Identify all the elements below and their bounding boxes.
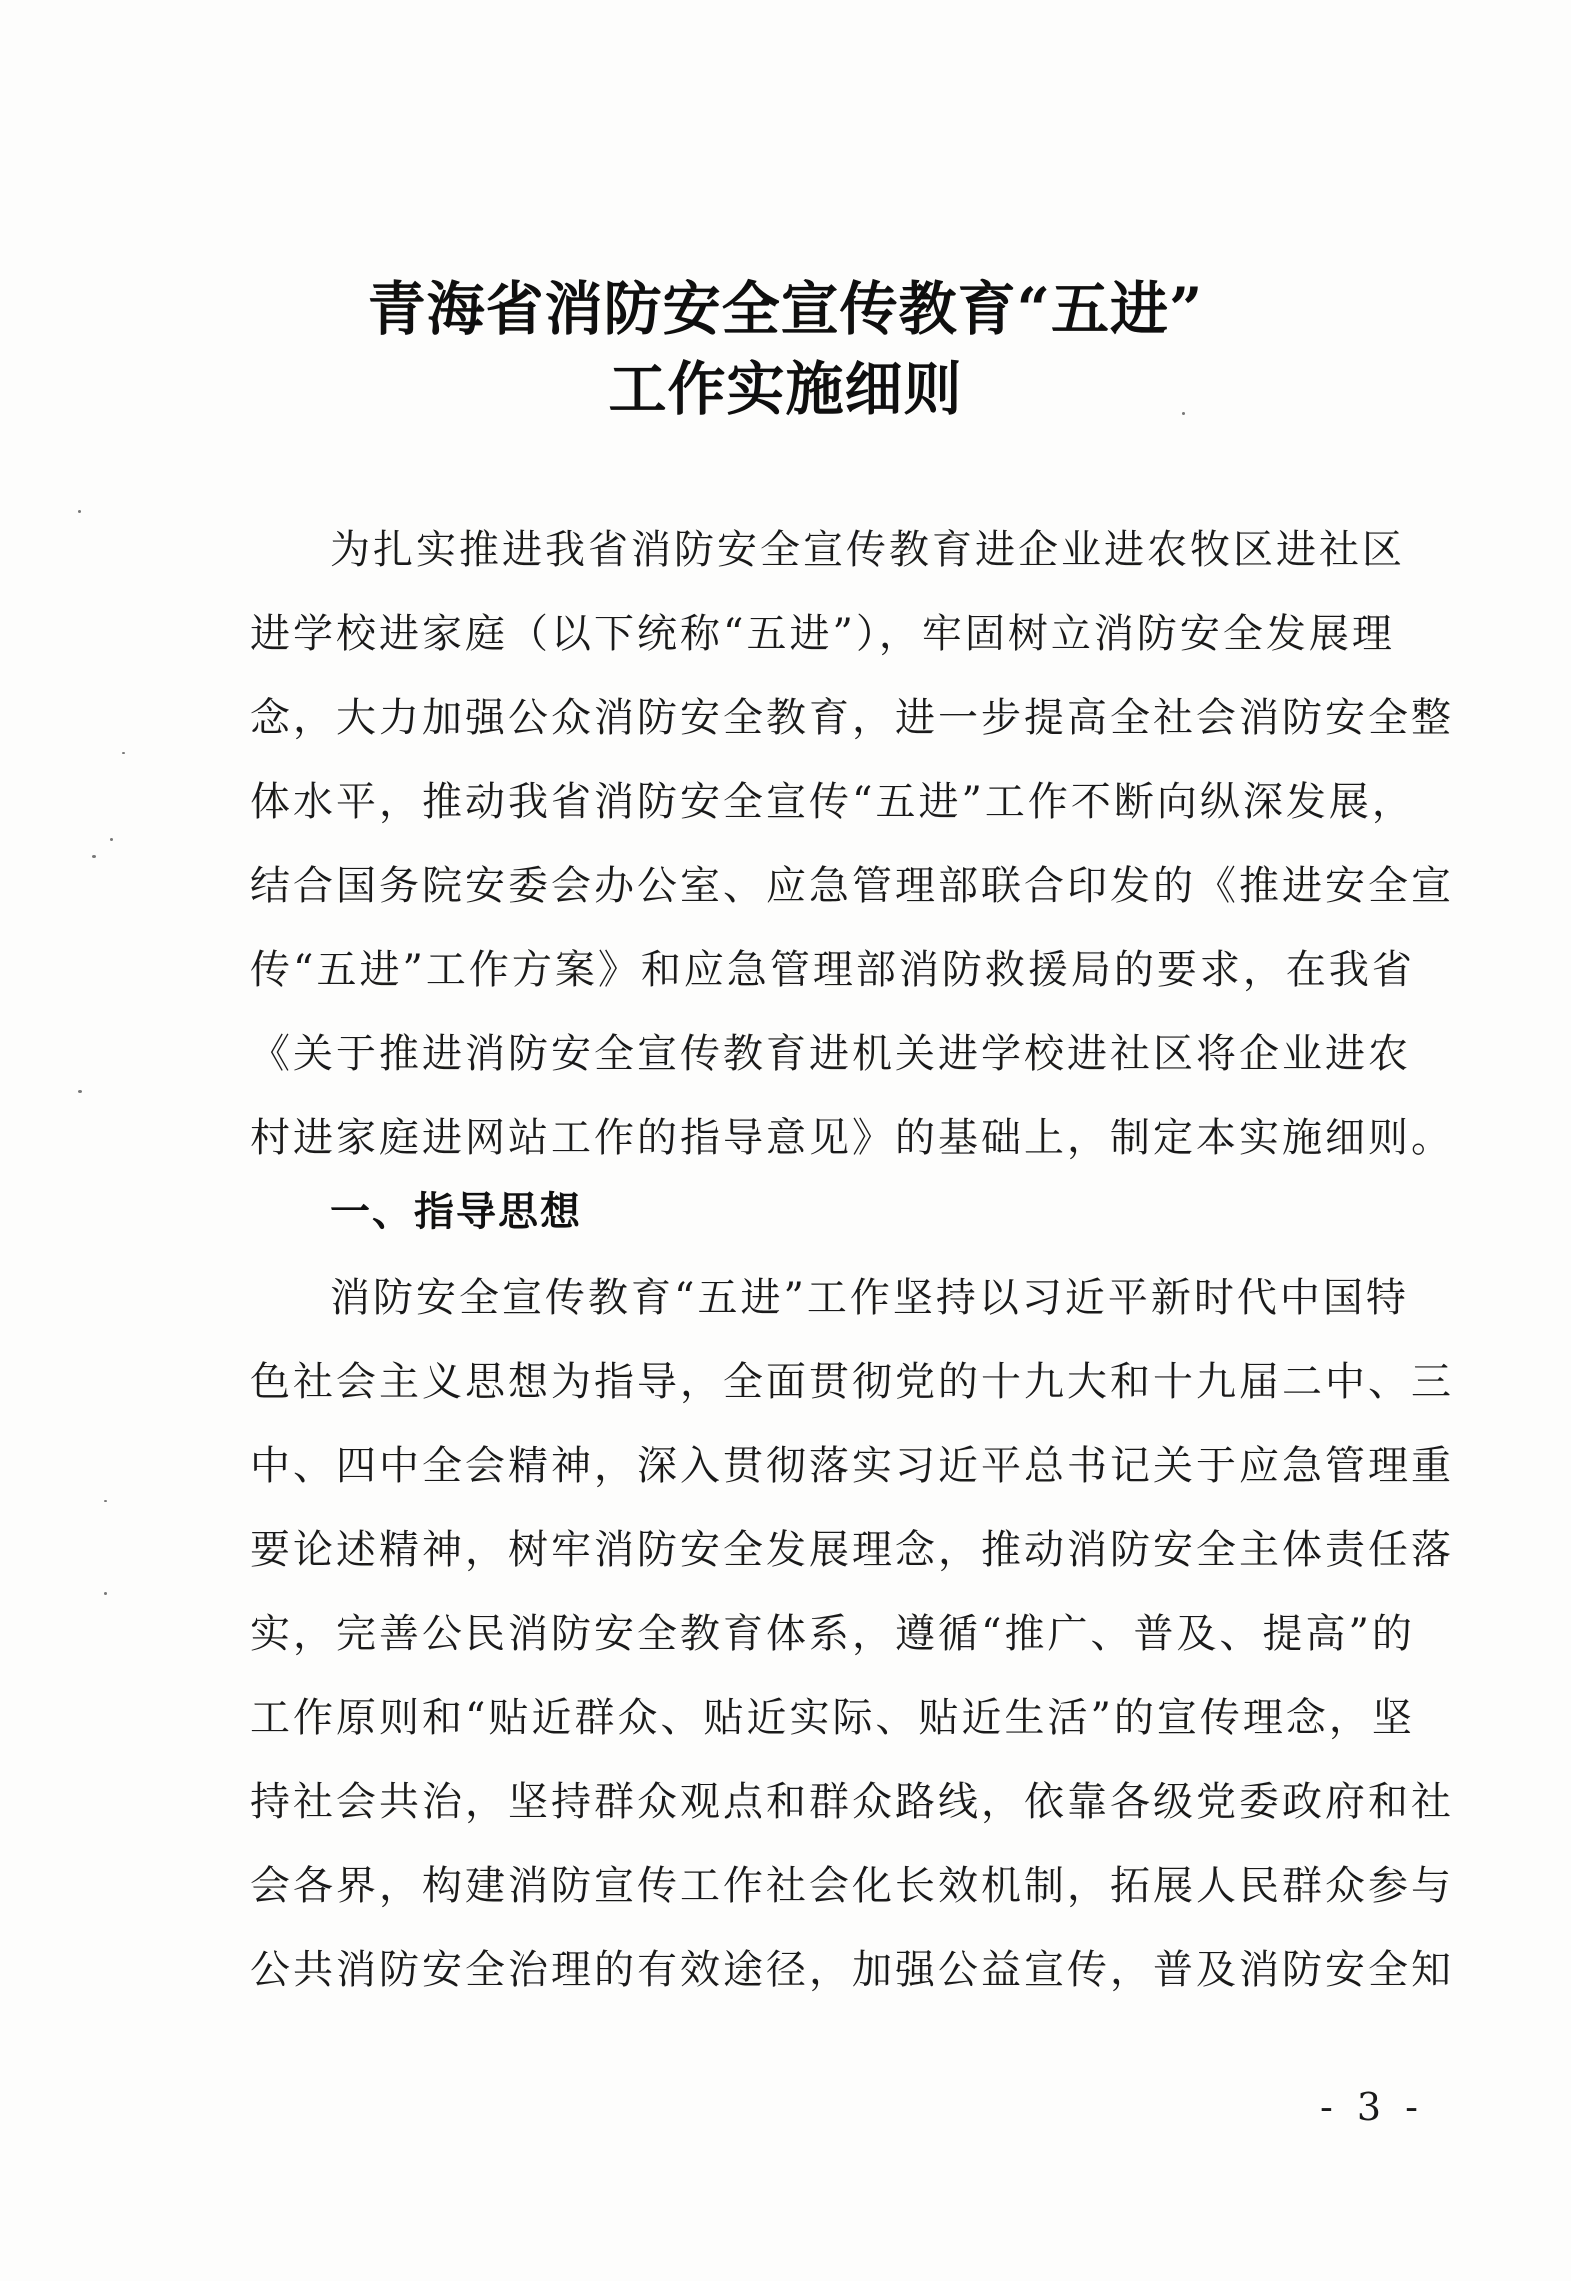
section-1-line: 实，完善公民消防安全教育体系，遵循“推广、普及、提高”的 [250, 1611, 1415, 1657]
scan-speck [1182, 412, 1185, 415]
scan-speck [104, 1500, 107, 1502]
intro-line: 《关于推进消防安全宣传教育进机关进学校进社区将企业进农 [250, 1031, 1411, 1077]
document-title-line-1: 青海省消防安全宣传教育“五进” [367, 275, 1204, 343]
scan-speck [78, 1090, 82, 1093]
section-heading: 一、指导思想 [330, 1189, 582, 1235]
document-title-line-2: 工作实施细则 [608, 355, 963, 423]
scan-speck [122, 752, 125, 754]
intro-line: 体水平，推动我省消防安全宣传“五进”工作不断向纵深发展， [250, 779, 1415, 825]
intro-line: 传“五进”工作方案》和应急管理部消防救援局的要求，在我省 [250, 947, 1415, 993]
intro-line: 村进家庭进网站工作的指导意见》的基础上，制定本实施细则。 [250, 1115, 1454, 1161]
page-number: - 3 - [1320, 2085, 1425, 2129]
intro-line: 结合国务院安委会办公室、应急管理部联合印发的《推进安全宣 [250, 863, 1454, 909]
section-1-line: 色社会主义思想为指导，全面贯彻党的十九大和十九届二中、三 [250, 1359, 1454, 1405]
section-1-line: 中、四中全会精神，深入贯彻落实习近平总书记关于应急管理重 [250, 1443, 1454, 1489]
intro-line: 为扎实推进我省消防安全宣传教育进企业进农牧区进社区 [330, 527, 1405, 573]
intro-line: 念，大力加强公众消防安全教育，进一步提高全社会消防安全整 [250, 695, 1454, 741]
section-1-line: 消防安全宣传教育“五进”工作坚持以习近平新时代中国特 [330, 1275, 1409, 1321]
section-1-line: 会各界，构建消防宣传工作社会化长效机制，拓展人民群众参与 [250, 1863, 1454, 1909]
section-1-line: 工作原则和“贴近群众、贴近实际、贴近生活”的宣传理念，坚 [250, 1695, 1415, 1741]
section-1-line: 持社会共治，坚持群众观点和群众路线，依靠各级党委政府和社 [250, 1779, 1454, 1825]
scan-speck [104, 1592, 107, 1595]
intro-line: 进学校进家庭（以下统称“五进”），牢固树立消防安全发展理 [250, 611, 1395, 657]
scan-speck [78, 510, 81, 513]
section-1-line: 公共消防安全治理的有效途径，加强公益宣传，普及消防安全知 [250, 1947, 1454, 1993]
scan-speck [92, 855, 96, 858]
section-1-line: 要论述精神，树牢消防安全发展理念，推动消防安全主体责任落 [250, 1527, 1454, 1573]
scan-speck [110, 838, 113, 841]
